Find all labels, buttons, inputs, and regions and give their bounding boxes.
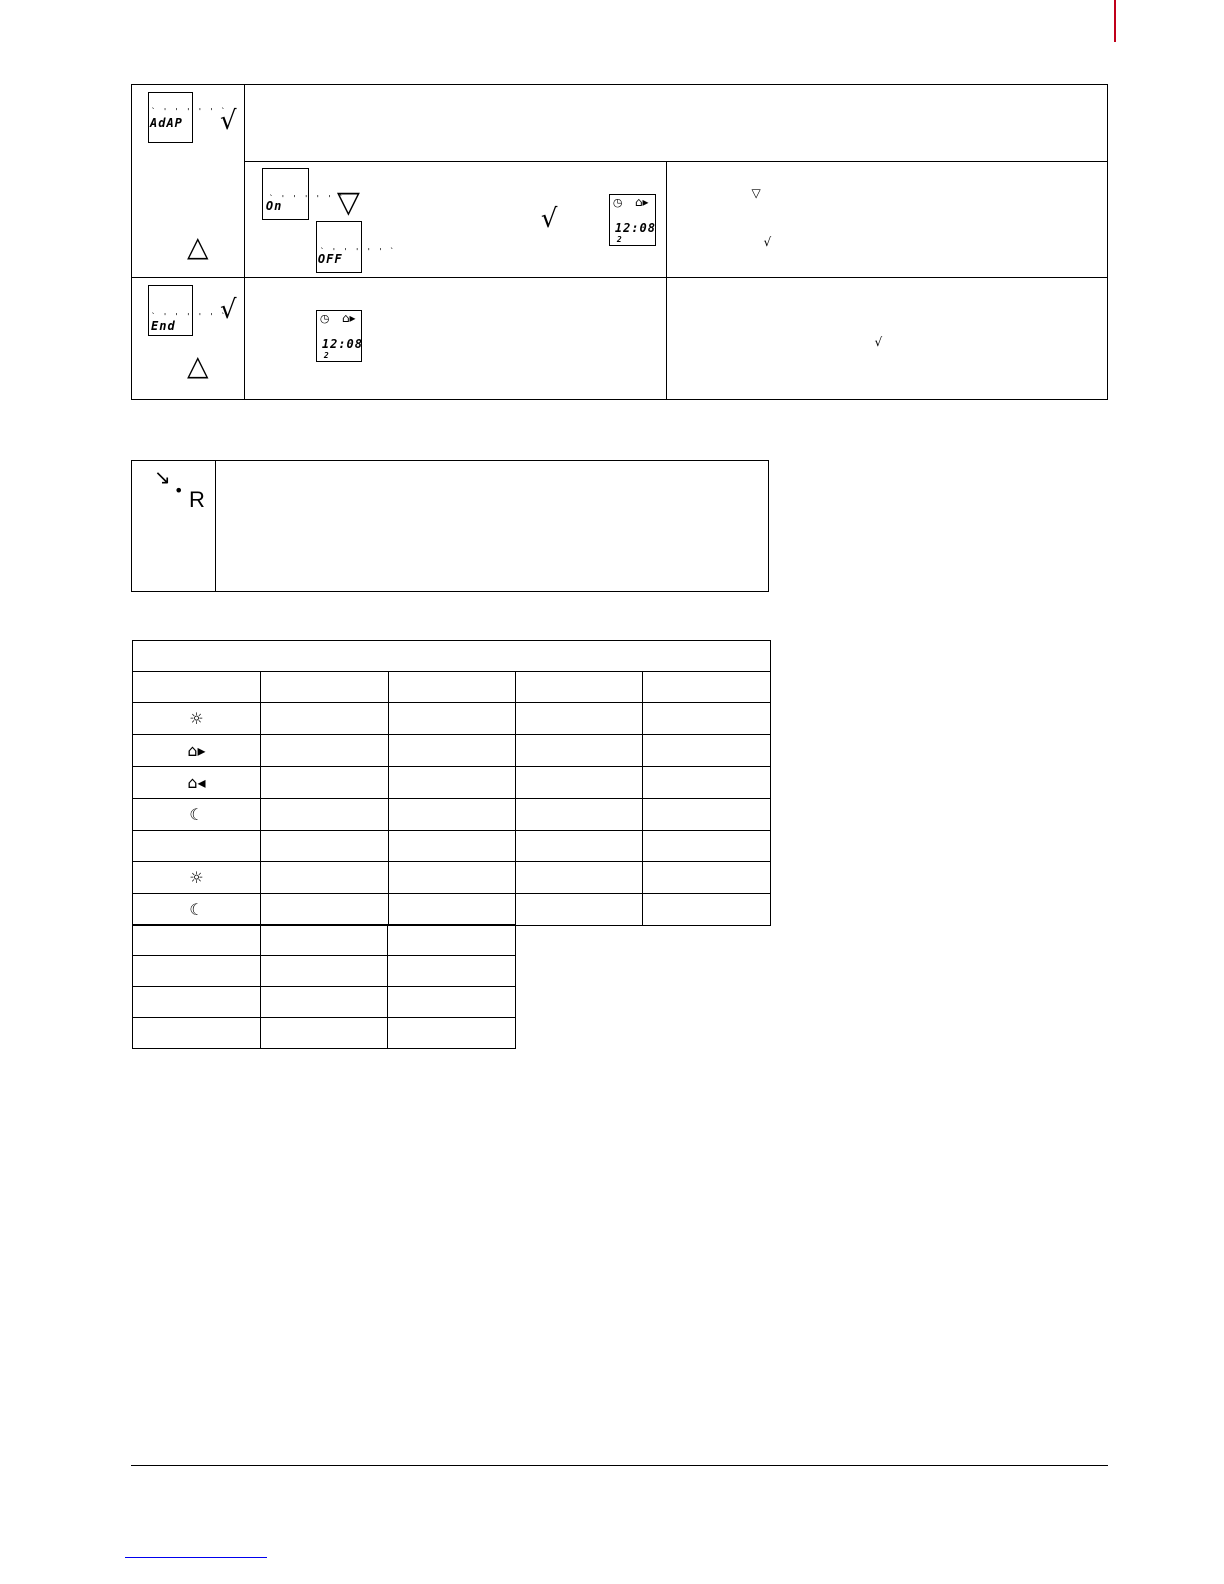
table-cell xyxy=(388,767,516,799)
table-header-cell xyxy=(643,672,771,703)
table-cell xyxy=(133,987,261,1018)
up-arrow-icon[interactable]: △ xyxy=(187,230,209,263)
blink-marks: ` ' ' ' ' ' ` xyxy=(151,312,227,321)
row-icon-cell xyxy=(133,894,261,926)
row-icon-cell xyxy=(133,799,261,831)
check-small-icon: √ xyxy=(763,235,772,249)
blink-marks: ` ' ' ' ' ' ` xyxy=(319,247,396,256)
table-cell xyxy=(260,799,388,831)
table-cell xyxy=(643,703,771,735)
sun-icon: ☼ xyxy=(189,868,204,887)
home-arrive-icon: ⌂▸ xyxy=(634,195,649,209)
lcd-time-text: 12:08 xyxy=(321,337,363,351)
reset-table xyxy=(131,460,769,592)
adaptive-procedure-table xyxy=(131,84,1108,400)
home-leave-icon: ⌂◂ xyxy=(187,773,206,792)
blink-marks: ` ' ' ' ' ' ` xyxy=(268,194,345,203)
table-row xyxy=(133,956,516,987)
table-cell xyxy=(388,987,516,1018)
table-cell xyxy=(388,799,516,831)
table-cell xyxy=(260,703,388,735)
moon-icon: ☾ xyxy=(189,805,204,824)
table-row xyxy=(133,1018,516,1049)
reset-description-cell xyxy=(215,461,768,592)
table-header-cell xyxy=(388,672,516,703)
table-cell xyxy=(516,894,643,926)
moon-icon: ☾ xyxy=(189,900,204,919)
lcd-time-text: 12:08 xyxy=(614,221,656,235)
table-cell xyxy=(133,925,261,956)
table-cell xyxy=(388,703,516,735)
table-cell xyxy=(516,735,643,767)
lcd-adap-text: AdAP xyxy=(150,116,183,130)
table-cell xyxy=(388,831,516,862)
lcd-on-text: On xyxy=(265,199,283,213)
table-cell xyxy=(260,956,388,987)
table-cell xyxy=(516,703,643,735)
table-cell xyxy=(643,767,771,799)
table-cell xyxy=(388,894,516,926)
table-title-cell xyxy=(133,641,771,672)
end-result-cell xyxy=(244,278,667,400)
program-table-extension xyxy=(132,924,516,1049)
clock-icon: ◷ xyxy=(612,196,623,209)
table-row xyxy=(133,987,516,1018)
lcd-off-display xyxy=(316,221,396,273)
home-arrive-icon: ⌂▸ xyxy=(341,311,356,325)
table-cell xyxy=(260,925,388,956)
table-cell xyxy=(643,862,771,894)
lcd-end-display xyxy=(148,285,227,336)
footer-link-underline[interactable] xyxy=(125,1557,267,1558)
confirm-check-icon[interactable]: √ xyxy=(220,106,237,136)
lcd-time-display xyxy=(316,310,362,362)
table-cell xyxy=(133,831,261,862)
lcd-time-display xyxy=(609,194,656,246)
reset-button-cell xyxy=(132,461,216,592)
table-cell xyxy=(643,831,771,862)
row-icon-cell xyxy=(133,703,261,735)
table-cell xyxy=(260,831,388,862)
red-margin-mark xyxy=(1114,0,1116,42)
adap-description-cell xyxy=(244,85,1107,162)
lcd-end-text: End xyxy=(151,319,176,333)
table-cell xyxy=(133,1018,261,1049)
table-cell xyxy=(516,799,643,831)
on-off-description-cell xyxy=(667,162,1108,278)
table-cell xyxy=(643,799,771,831)
lcd-day-text: 2 xyxy=(616,235,623,244)
confirm-check-icon[interactable]: √ xyxy=(220,295,237,325)
lcd-on-display xyxy=(262,168,345,220)
table-cell xyxy=(516,862,643,894)
table-row xyxy=(133,831,771,862)
table-cell xyxy=(388,956,516,987)
row-icon-cell xyxy=(133,767,261,799)
confirm-check-icon[interactable]: √ xyxy=(540,204,558,234)
blink-marks: ` ' ' ' ' ' ` xyxy=(151,107,227,116)
table-cell xyxy=(388,925,516,956)
down-arrow-icon[interactable]: ▽ xyxy=(336,185,360,220)
end-description-cell xyxy=(667,278,1108,400)
table-row xyxy=(133,703,771,735)
program-table xyxy=(132,640,771,926)
table-header-cell xyxy=(133,672,261,703)
down-arrow-small-icon: ▽ xyxy=(751,186,761,200)
adap-step-cell xyxy=(132,85,245,278)
table-row xyxy=(133,925,516,956)
table-header-cell xyxy=(516,672,643,703)
table-cell xyxy=(260,1018,388,1049)
table-cell xyxy=(388,862,516,894)
on-off-step-cell xyxy=(244,162,667,278)
table-cell xyxy=(260,767,388,799)
table-cell xyxy=(643,735,771,767)
table-cell xyxy=(133,956,261,987)
up-arrow-icon[interactable]: △ xyxy=(187,349,209,382)
press-arrow-icon: ↘ xyxy=(154,465,171,489)
table-row xyxy=(133,799,771,831)
check-small-icon: √ xyxy=(874,335,883,349)
table-cell xyxy=(260,894,388,926)
lcd-adap-display xyxy=(148,92,227,143)
table-cell xyxy=(643,894,771,926)
table-row xyxy=(133,735,771,767)
lcd-off-text: OFF xyxy=(317,252,343,266)
table-cell xyxy=(260,735,388,767)
table-header-cell xyxy=(260,672,388,703)
table-cell xyxy=(388,1018,516,1049)
table-row xyxy=(133,767,771,799)
table-cell xyxy=(388,735,516,767)
reset-letter: R xyxy=(189,487,205,512)
sun-icon: ☼ xyxy=(189,709,204,728)
table-row xyxy=(133,894,771,926)
clock-icon: ◷ xyxy=(319,312,330,325)
row-icon-cell xyxy=(133,735,261,767)
footer-rule xyxy=(131,1465,1108,1466)
table-row xyxy=(133,862,771,894)
table-cell xyxy=(260,862,388,894)
table-cell xyxy=(516,831,643,862)
table-cell xyxy=(260,987,388,1018)
table-cell xyxy=(516,767,643,799)
row-icon-cell xyxy=(133,862,261,894)
lcd-day-text: 2 xyxy=(323,351,330,360)
reset-dot-icon[interactable]: • xyxy=(174,481,184,500)
end-step-cell xyxy=(132,278,245,400)
home-arrive-icon: ⌂▸ xyxy=(187,741,206,760)
